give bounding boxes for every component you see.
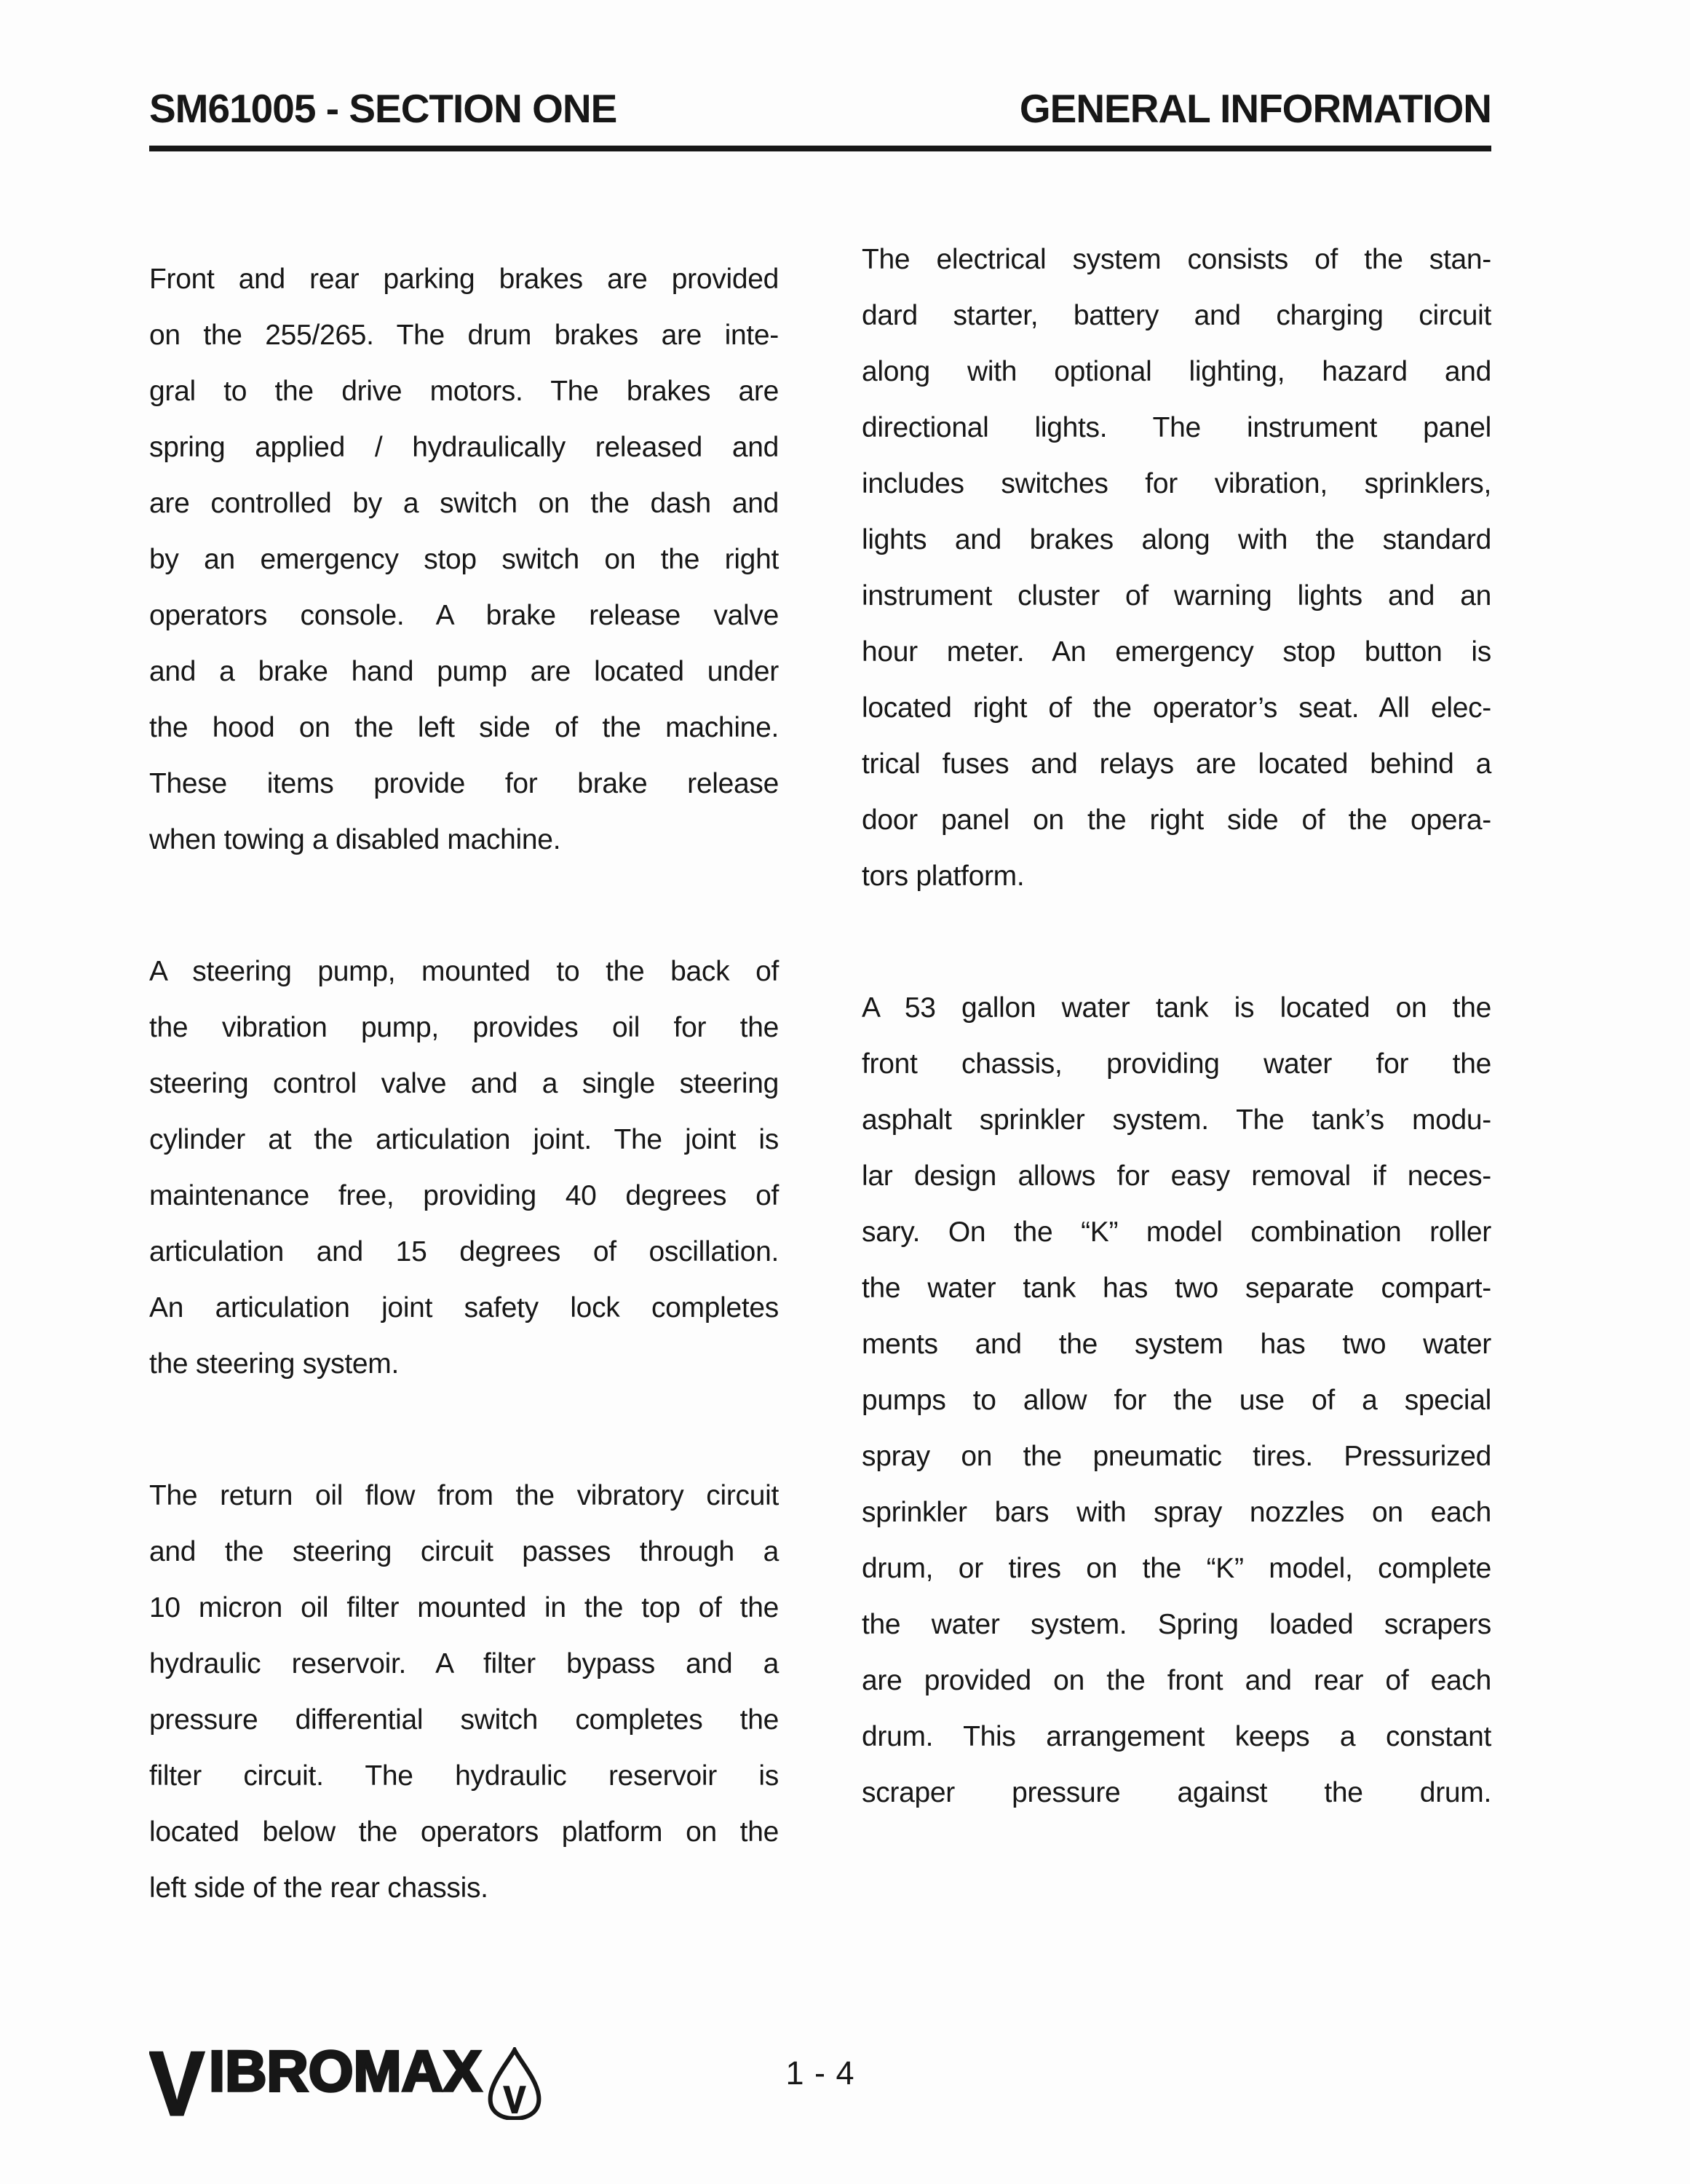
text-line: includes switches for vibration, sprinklers, [862, 468, 1491, 499]
text-line: pressure differential switch completes the [149, 1704, 779, 1736]
text-line: left side of the rear chassis. [149, 1872, 488, 1904]
text-line: 10 micron oil filter mounted in the top of the [149, 1592, 779, 1623]
logo-letter-v: V [149, 2047, 205, 2120]
paragraph [149, 251, 779, 868]
text-line: cylinder at the articulation joint. The joint is [149, 1124, 779, 1155]
text-line: dard starter, battery and charging circuit [862, 300, 1491, 331]
text-line: the water tank has two separate compart- [862, 1273, 1491, 1304]
text-line: are controlled by a switch on the dash and [149, 488, 779, 519]
text-column-right [862, 232, 1491, 1821]
text-line: located right of the operator’s seat. All elec- [862, 692, 1491, 724]
logo-text: IBROMAX [209, 2047, 482, 2103]
text-line: instrument cluster of warning lights and an [862, 580, 1491, 612]
text-line: spring applied / hydraulically released and [149, 432, 779, 463]
text-line: and the steering circuit passes through a [149, 1536, 779, 1567]
header-document-section: SM61005 - SECTION ONE [149, 86, 617, 131]
text-line: An articulation joint safety lock completes [149, 1292, 779, 1324]
text-line: on the 255/265. The drum brakes are inte- [149, 320, 779, 351]
text-line: filter circuit. The hydraulic reservoir is [149, 1760, 779, 1792]
text-line: A 53 gallon water tank is located on the [862, 992, 1491, 1024]
text-line: gral to the drive motors. The brakes are [149, 376, 779, 407]
text-line: lights and brakes along with the standard [862, 524, 1491, 555]
text-line: articulation and 15 degrees of oscillation. [149, 1236, 779, 1267]
text-line: A steering pump, mounted to the back of [149, 956, 779, 987]
paragraph [862, 980, 1491, 1821]
text-line: lar design allows for easy removal if neces- [862, 1160, 1491, 1192]
header-rule [149, 146, 1491, 151]
badge-letter-v: V [504, 2079, 526, 2120]
paragraph [862, 232, 1491, 904]
paragraph [149, 1468, 779, 1916]
text-line: located below the operators platform on the [149, 1816, 779, 1848]
text-line: are provided on the front and rear of each [862, 1665, 1491, 1696]
text-line: directional lights. The instrument panel [862, 412, 1491, 443]
text-line: trical fuses and relays are located behind a [862, 748, 1491, 780]
text-line: door panel on the right side of the opera- [862, 804, 1491, 836]
text-line: front chassis, providing water for the [862, 1048, 1491, 1080]
text-line: tors platform. [862, 860, 1025, 892]
page-number: 1 - 4 [785, 2054, 855, 2092]
text-line: drum. This arrangement keeps a constant [862, 1721, 1491, 1752]
header-chapter-title: GENERAL INFORMATION [1019, 86, 1491, 131]
text-line: the vibration pump, provides oil for the [149, 1012, 779, 1043]
text-line: asphalt sprinkler system. The tank’s modu- [862, 1104, 1491, 1136]
text-column-left [149, 251, 779, 1916]
text-line: and a brake hand pump are located under [149, 656, 779, 687]
text-line: spray on the pneumatic tires. Pressurized [862, 1441, 1491, 1472]
text-line: hydraulic reservoir. A filter bypass and a [149, 1648, 779, 1679]
text-line: drum, or tires on the “K” model, complete [862, 1553, 1491, 1584]
text-line: The return oil flow from the vibratory circuit [149, 1480, 779, 1511]
text-line: steering control valve and a single steering [149, 1068, 779, 1099]
text-line: The electrical system consists of the stan- [862, 244, 1491, 275]
text-line: ments and the system has two water [862, 1329, 1491, 1360]
text-line: the water system. Spring loaded scrapers [862, 1609, 1491, 1640]
text-line: maintenance free, providing 40 degrees of [149, 1180, 779, 1211]
text-line: Front and rear parking brakes are provided [149, 264, 779, 295]
text-line: sprinkler bars with spray nozzles on each [862, 1497, 1491, 1528]
text-line: along with optional lighting, hazard and [862, 356, 1491, 387]
text-line: the steering system. [149, 1348, 399, 1380]
text-line: when towing a disabled machine. [149, 824, 561, 855]
text-line: scraper pressure against the drum. [862, 1777, 1491, 1808]
text-line: hour meter. An emergency stop button is [862, 636, 1491, 668]
text-line: operators console. A brake release valve [149, 600, 779, 631]
paragraph [149, 943, 779, 1392]
text-line: the hood on the left side of the machine. [149, 712, 779, 743]
text-line: sary. On the “K” model combination roller [862, 1216, 1491, 1248]
text-line: by an emergency stop switch on the right [149, 544, 779, 575]
text-line: pumps to allow for the use of a special [862, 1385, 1491, 1416]
text-line: These items provide for brake release [149, 768, 779, 799]
